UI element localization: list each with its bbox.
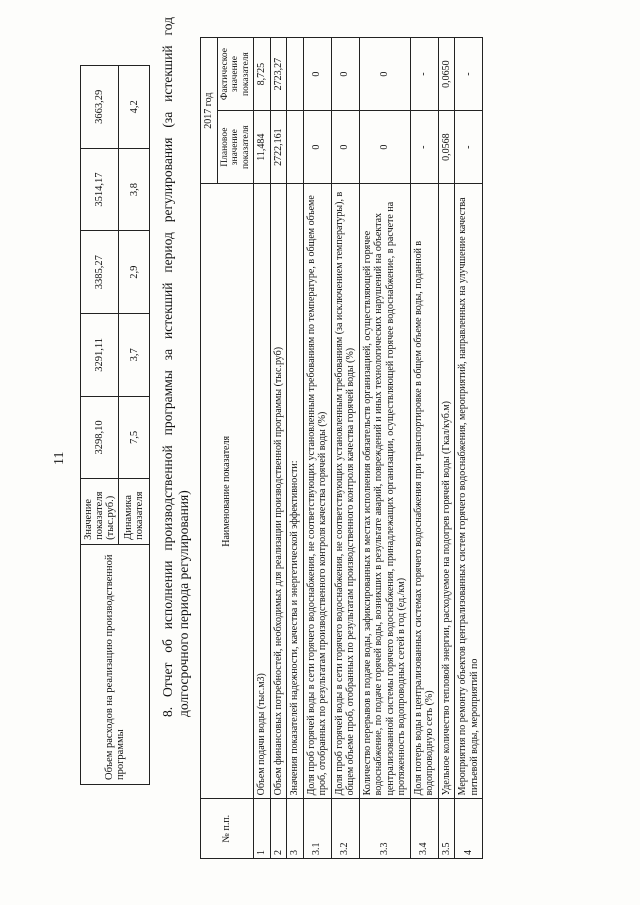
table-row bbox=[331, 38, 359, 859]
row-fact: 0 bbox=[359, 38, 410, 111]
row-fact bbox=[287, 38, 304, 111]
table-cell: 3,7 bbox=[119, 314, 150, 397]
table-cell: 7,5 bbox=[119, 396, 150, 479]
table-cell: 3,8 bbox=[119, 148, 150, 231]
table-cell: 3298,10 bbox=[81, 396, 119, 479]
row-name: Мероприятия по ремонту объектов централизованных систем горячего водоснабжения, мероприятий, направленных на улучшение качества питьевой воды, мероприятий по bbox=[455, 184, 483, 799]
row-name: Доля проб горячей воды в сети горячего водоснабжения, не соответствующих установленным требованиям по температуре, в общем объеме проб, отобранных по результатам производственного контроля качества горячей воды (%) bbox=[303, 184, 331, 799]
col-number-header: № п.п. bbox=[201, 799, 254, 859]
year-header: 2017 год bbox=[201, 38, 218, 184]
table-cell: 3663,29 bbox=[81, 66, 119, 149]
row-fact: 8,725 bbox=[254, 38, 271, 111]
row-name: Доля проб горячей воды в сети горячего водоснабжения, не соответствующих установленным требованиям (за исключением температуры), в общем объеме проб, отобранных по результатам производственного контроля качества горячей воды (%) bbox=[331, 184, 359, 799]
row-plan bbox=[287, 111, 304, 184]
table-cell: 4,2 bbox=[119, 66, 150, 149]
col-plan-header: Плановое значение показателя bbox=[217, 111, 254, 184]
col-fact-header: Фактическое значение показателя bbox=[217, 38, 254, 111]
row-number: 3.5 bbox=[438, 799, 455, 859]
table-row bbox=[81, 66, 119, 785]
row-fact: - bbox=[455, 38, 483, 111]
row-plan: 2722,161 bbox=[270, 111, 287, 184]
row-fact: 0 bbox=[331, 38, 359, 111]
table-cell: 3291,11 bbox=[81, 314, 119, 397]
report-table bbox=[200, 37, 483, 859]
costs-sub-dynamics: Динамика показателя bbox=[119, 479, 150, 545]
row-fact: 0 bbox=[303, 38, 331, 111]
row-number: 3.2 bbox=[331, 799, 359, 859]
row-number: 1 bbox=[254, 799, 271, 859]
table-row bbox=[438, 38, 455, 859]
row-number: 4 bbox=[455, 799, 483, 859]
costs-sub-value: Значение показателя (тыс.руб.) bbox=[81, 479, 119, 545]
table-row bbox=[287, 38, 304, 859]
row-fact: 0,0650 bbox=[438, 38, 455, 111]
table-cell: 3385,27 bbox=[81, 231, 119, 314]
row-number: 3 bbox=[287, 799, 304, 859]
row-name: Объем подачи воды (тыс.м3) bbox=[254, 184, 271, 799]
table-cell: 3514,17 bbox=[81, 148, 119, 231]
table-row bbox=[410, 38, 438, 859]
row-plan: - bbox=[455, 111, 483, 184]
table-row bbox=[303, 38, 331, 859]
table-row bbox=[270, 38, 287, 859]
table-row bbox=[359, 38, 410, 859]
row-name: Объем финансовых потребностей, необходимых для реализации производственной программы (тыс.руб) bbox=[270, 184, 287, 799]
row-name: Количество перерывов в подаче воды, зафиксированных в местах исполнения обязательств организацией, осуществляющей горячее водоснабжение, по подаче горячей воды, возникших в результате аварий, повреждений и иных технологических нарушений на объектах централизованной системы горячего водоснабжения, принадлежащих организации, осуществляющей горячее водоснабжение, в расчете на протяженность водопроводных сетей в год (ед./км) bbox=[359, 184, 410, 799]
row-number: 3.4 bbox=[410, 799, 438, 859]
row-plan: 11,484 bbox=[254, 111, 271, 184]
row-number: 3.1 bbox=[303, 799, 331, 859]
row-name: Удельное количество тепловой энергии, расходуемое на подогрев горячей воды (Гкал/куб.м) bbox=[438, 184, 455, 799]
row-plan: 0,0568 bbox=[438, 111, 455, 184]
row-fact: - bbox=[410, 38, 438, 111]
row-number: 2 bbox=[270, 799, 287, 859]
costs-table bbox=[80, 65, 150, 785]
table-header-row bbox=[201, 38, 218, 859]
row-name: Значения показателей надежности, качества и энергетической эффективности: bbox=[287, 184, 304, 799]
row-plan: 0 bbox=[331, 111, 359, 184]
row-fact: 2723,27 bbox=[270, 38, 287, 111]
row-plan: - bbox=[410, 111, 438, 184]
row-number: 3.3 bbox=[359, 799, 410, 859]
page-number: 11 bbox=[52, 451, 67, 465]
row-plan: 0 bbox=[303, 111, 331, 184]
row-name: Доля потерь воды в централизованных системах горячего водоснабжения при транспортировке в общем объеме воды, поданной в водопроводную сеть (%) bbox=[410, 184, 438, 799]
costs-label: Объем расходов на реализацию производственной программы bbox=[81, 544, 150, 784]
row-plan: 0 bbox=[359, 111, 410, 184]
col-name-header: Наименование показателя bbox=[201, 184, 254, 799]
table-row bbox=[254, 38, 271, 859]
table-cell: 2,9 bbox=[119, 231, 150, 314]
section-heading: 8. Отчет об исполнении производственной программы за истекший период регулирования (за истекший год долгосрочного периода регулирования) bbox=[160, 17, 191, 717]
table-row bbox=[455, 38, 483, 859]
